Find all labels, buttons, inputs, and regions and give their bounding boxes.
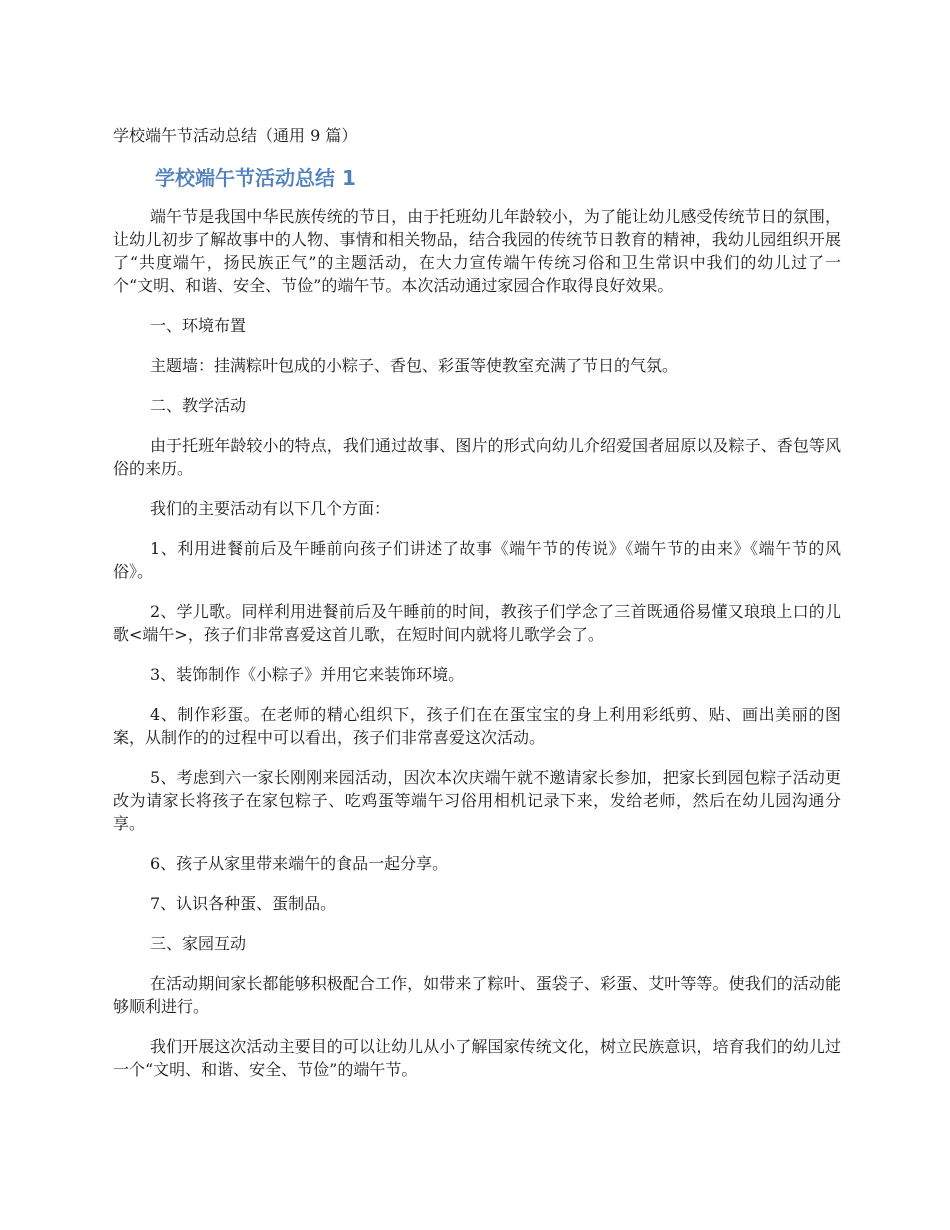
- subheading-home-school: 三、家园互动: [150, 934, 247, 953]
- section-heading: 学校端午节活动总结 1: [155, 166, 356, 190]
- list-item-4: 4、制作彩蛋。在老师的精心组织下，孩子们在在蛋宝宝的身上利用彩纸剪、贴、画出美丽的图案，从制作的的过程中可以看出，孩子们非常喜爱这次活动。: [113, 705, 841, 747]
- paragraph-parents: 在活动期间家长都能够积极配合工作，如带来了粽叶、蛋袋子、彩蛋、艾叶等等。使我们的活动能够顺利进行。: [113, 974, 841, 1016]
- list-item-7: 7、认识各种蛋、蛋制品。: [150, 894, 337, 913]
- list-item-2: 2、学儿歌。同样利用进餐前后及午睡前的时间，教孩子们学念了三首既通俗易懂又琅琅上口的儿歌<端午>，孩子们非常喜爱这首儿歌，在短时间内就将儿歌学会了。: [113, 602, 841, 644]
- subheading-teaching: 二、教学活动: [150, 396, 247, 415]
- list-item-3: 3、装饰制作《小粽子》并用它来装饰环境。: [150, 665, 465, 684]
- list-item-1: 1、利用进餐前后及午睡前向孩子们讲述了故事《端午节的传说》《端午节的由来》《端午节的风俗》。: [113, 539, 841, 581]
- paragraph-theme-wall: 主题墙：挂满粽叶包成的小粽子、香包、彩蛋等使教室充满了节日的气氛。: [150, 356, 679, 375]
- document-title: 学校端午节活动总结（通用 9 篇）: [113, 126, 358, 145]
- subheading-environment: 一、环境布置: [150, 316, 247, 335]
- paragraph-teaching-intro: 由于托班年龄较小的特点，我们通过故事、图片的形式向幼儿介绍爱国者屈原以及粽子、香包等风俗的来历。: [113, 436, 841, 478]
- list-item-5: 5、考虑到六一家长刚刚来园活动，因次本次庆端午就不邀请家长参加，把家长到园包粽子活动更改为请家长将孩子在家包粽子、吃鸡蛋等端午习俗用相机记录下来，发给老师，然后在幼儿园沟通分享。: [113, 768, 841, 833]
- paragraph-conclusion: 我们开展这次活动主要目的可以让幼儿从小了解国家传统文化，树立民族意识，培育我们的幼儿过一个“文明、和谐、安全、节俭”的端午节。: [113, 1037, 841, 1079]
- paragraph-activities-lead: 我们的主要活动有以下几个方面：: [150, 499, 391, 518]
- list-item-6: 6、孩子从家里带来端午的食品一起分享。: [150, 854, 449, 873]
- paragraph-intro: 端午节是我国中华民族传统的节日，由于托班幼儿年龄较小，为了能让幼儿感受传统节日的氛围，让幼儿初步了解故事中的人物、事情和相关物品，结合我园的传统节日教育的精神，我幼儿园组织开展了“共度端午，扬民族正气”的主题活动，在大力宣传端午传统习俗和卫生常识中我们的幼儿过了一个“文明、和谐、安全、节俭”的端午节。本次活动通过家园合作取得良好效果。: [113, 207, 841, 295]
- document-body: [113, 205, 841, 1098]
